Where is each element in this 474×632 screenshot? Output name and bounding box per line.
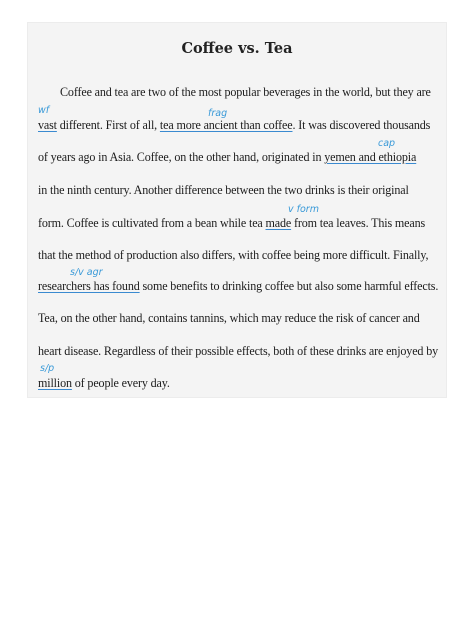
paragraph-line: Tea, on the other hand, contains tannins, which may reduce the risk of cancer and <box>38 311 420 325</box>
paragraph-line: researchers has found some benefits to drinking coffee but also some harmful effects. <box>38 279 439 293</box>
correction-mark-svagr: s/v agr <box>70 267 103 278</box>
error-fragment: tea more ancient than coffee <box>159 118 293 132</box>
error-verb-form: made <box>265 216 292 230</box>
paragraph-line: vast different. First of all, tea more ancient than coffee. It was discovered thousands <box>38 118 431 132</box>
paragraph-line: of years ago in Asia. Coffee, on the other hand, originated in yemen and ethiopia <box>38 150 417 164</box>
paragraph-line: in the ninth century. Another difference between the two drinks is their original <box>38 183 409 197</box>
correction-mark-wf: wf <box>38 105 50 116</box>
correction-mark-frag: frag <box>208 108 228 119</box>
correction-mark-sp: s/p <box>40 363 55 374</box>
paragraph-line: that the method of production also differs, with coffee being more difficult. Finally, <box>38 248 429 262</box>
correction-mark-cap: cap <box>378 138 396 149</box>
paragraph-line: form. Coffee is cultivated from a bean while tea made from tea leaves. This means <box>38 216 426 230</box>
document-title: Coffee vs. Tea <box>181 40 293 57</box>
paragraph-line: heart disease. Regardless of their possible effects, both of these drinks are enjoyed by <box>38 344 438 358</box>
paragraph-line: million of people every day. <box>38 376 170 390</box>
document-page <box>27 22 447 398</box>
error-word-form: vast <box>38 118 57 132</box>
paragraph-line: Coffee and tea are two of the most popular beverages in the world, but they are <box>60 85 431 99</box>
error-capitalization: yemen and ethiopia <box>324 150 417 164</box>
error-singular-plural: million <box>38 376 72 390</box>
correction-mark-vform: v form <box>288 204 319 215</box>
error-subject-verb-agreement: researchers has found <box>38 279 140 293</box>
